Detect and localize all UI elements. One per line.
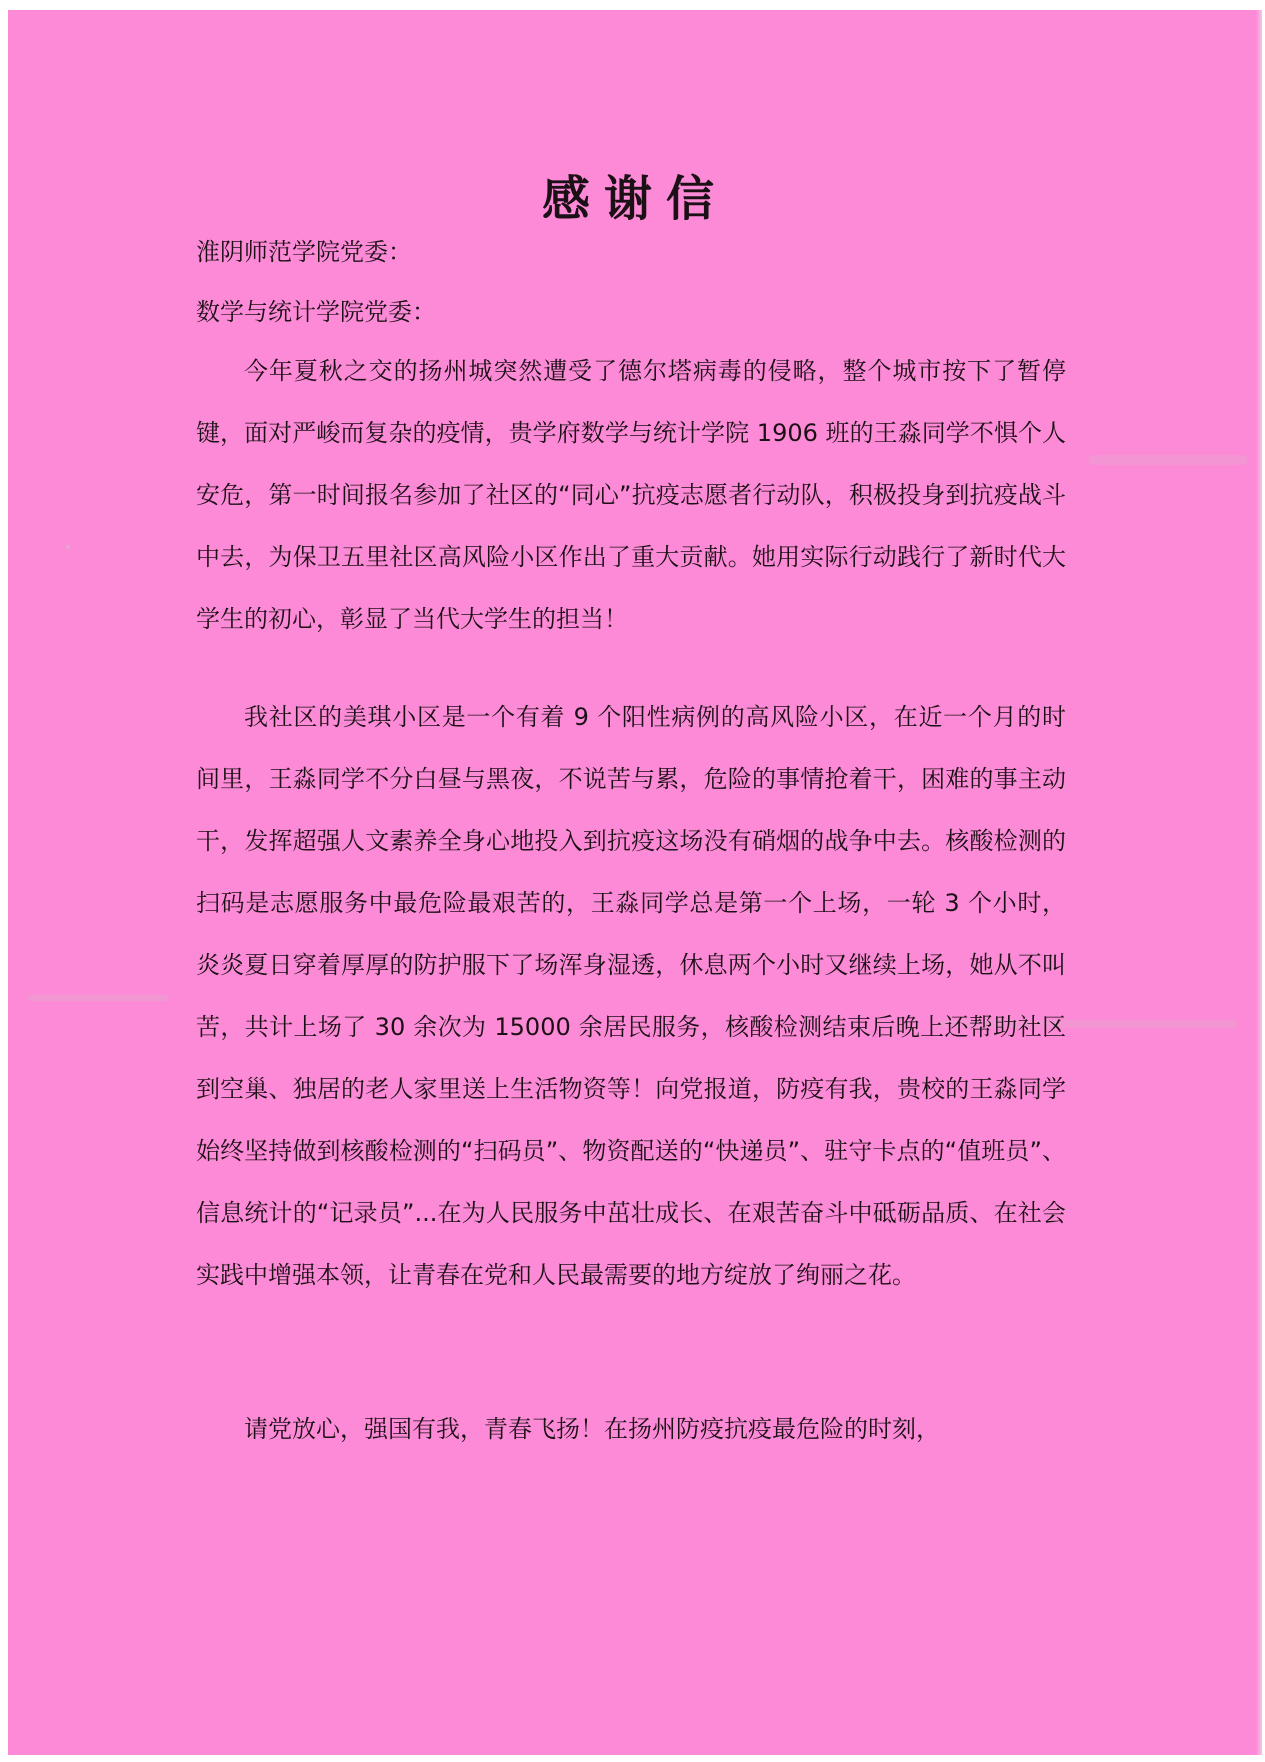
paragraph-3: 请党放心，强国有我，青春飞扬！在扬州防疫抗疫最危险的时刻， [244,1415,940,1443]
scan-streak [28,995,168,1001]
paragraph-1: 今年夏秋之交的扬州城突然遭受了德尔塔病毒的侵略，整个城市按下了暂停键，面对严峻而复杂的疫情，贵学府数学与统计学院 1906 班的王淼同学不惧个人安危，第一时间报名参加了社区的“同心”抗疫志愿者行动队，积极投身到抗疫战斗中去，为保卫五里社区高风险小区作出了重大贡献。她用实际行动践行了新时代大学生的初心，彰显了当代大学生的担当！ [196,357,1066,633]
paragraph-2: 我社区的美琪小区是一个有着 9 个阳性病例的高风险小区，在近一个月的时间里，王淼同学不分白昼与黑夜，不说苦与累，危险的事情抢着干，困难的事主动干，发挥超强人文素养全身心地投入到抗疫这场没有硝烟的战争中去。核酸检测的扫码是志愿服务中最危险最艰苦的，王淼同学总是第一个上场，一轮 3 个小时，炎炎夏日穿着厚厚的防护服下了场浑身湿透，休息两个小时又继续上场，她从不叫苦，共计上场了 30 余次为 15000 余居民服务，核酸检测结束后晚上还帮助社区到空巢、独居的老人家里送上生活物资等！向党报道，防疫有我，贵校的王淼同学始终坚持做到核酸检测的“扫码员”、物资配送的“快递员”、驻守卡点的“值班员”、信息统计的“记录员”...在为人民服务中茁壮成长、在艰苦奋斗中砥砺品质、在社会实践中增强本领，让青春在党和人民最需要的地方绽放了绚丽之花。 [196,703,1066,1289]
pink-letter-paper [8,10,1262,1755]
salutation-school: 数学与统计学院党委： [196,298,436,326]
scan-streak [1088,455,1248,465]
scan-speck [66,545,70,549]
paper-edge [1256,10,1262,1755]
salutation-university: 淮阴师范学院党委： [196,238,412,266]
letter-title: 感谢信 [541,171,728,227]
